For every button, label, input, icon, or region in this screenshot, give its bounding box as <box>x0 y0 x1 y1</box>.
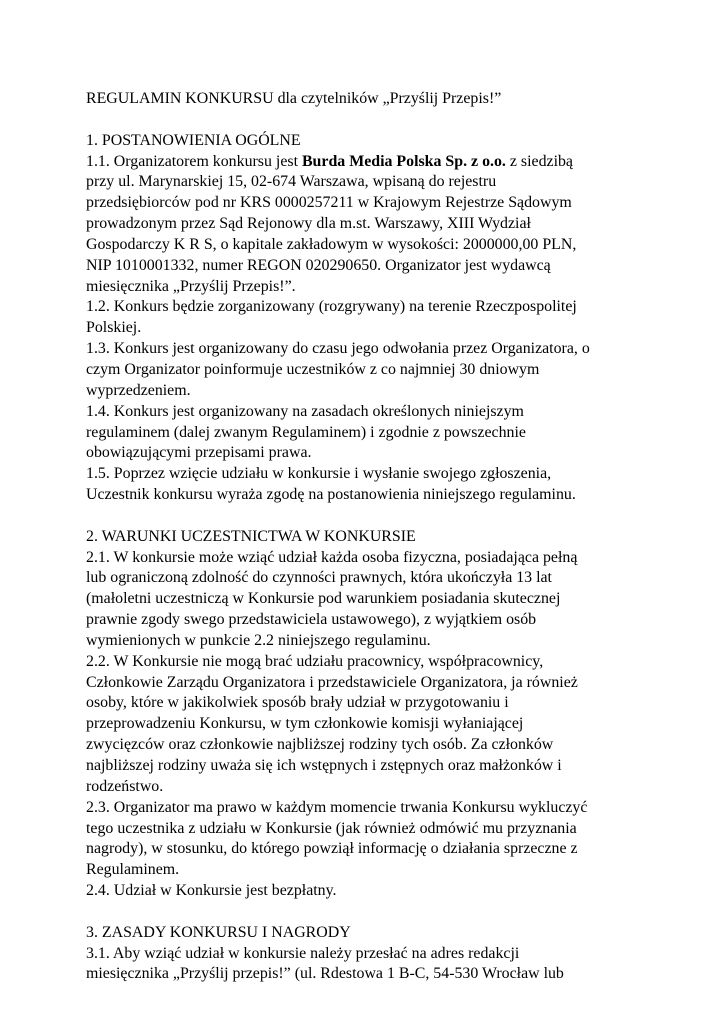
paragraph-line: czym Organizator poinformuje uczestników z co najmniej 30 dniowym <box>86 360 540 378</box>
paragraph-line: przeprowadzeniu Konkursu, w tym członkowie komisji wyłaniającej <box>86 715 524 733</box>
paragraph-line: Członkowie Zarządu Organizatora i przedstawiciele Organizatora, ja również <box>86 673 578 691</box>
paragraph-line: 1.2. Konkurs będzie zorganizowany (rozgrywany) na terenie Rzeczpospolitej <box>86 298 577 316</box>
paragraph-line: miesięcznika „Przyślij przepis!” (ul. Rdestowa 1 B-C, 54-530 Wrocław lub <box>86 965 564 983</box>
blank-line <box>86 506 686 527</box>
paragraph-line: 3.1. Aby wziąć udział w konkursie należy przesłać na adres redakcji <box>86 944 520 962</box>
paragraph-line: najbliższej rodziny uważa się ich wstępnych i zstępnych oraz małżonków i <box>86 757 562 774</box>
paragraph-line: przedsiębiorców pod nr KRS 0000257211 w Krajowym Rejestrze Sądowym <box>86 194 572 212</box>
section-heading: 1. POSTANOWIENIA OGÓLNE <box>86 131 301 149</box>
paragraph-line: 2.2. W Konkursie nie mogą brać udziału pracownicy, współpracownicy, <box>86 652 544 670</box>
paragraph-line: Regulaminem. <box>86 861 180 879</box>
text-run: z siedzibą <box>505 152 573 170</box>
paragraph-line: 1.3. Konkurs jest organizowany do czasu jego odwołania przez Organizatora, o <box>86 340 590 358</box>
document-page <box>86 89 686 985</box>
paragraph-line: nagrody), w stosunku, do którego powziął informację o działania sprzeczne z <box>86 840 578 858</box>
paragraph-line: 1.4. Konkurs jest organizowany na zasadach określonych niniejszym <box>86 402 524 420</box>
paragraph-line: 2.4. Udział w Konkursie jest bezpłatny. <box>86 882 337 900</box>
paragraph-line: osoby, które w jakikolwiek sposób brały udział w przygotowaniu i <box>86 694 509 712</box>
section-heading: 3. ZASADY KONKURSU I NAGRODY <box>86 923 351 941</box>
text-run: 1.1. Organizatorem konkursu jest <box>86 152 302 170</box>
paragraph-line: regulaminem (dalej zwanym Regulaminem) i zgodnie z powszechnie <box>86 423 526 441</box>
blank-line <box>86 902 686 923</box>
paragraph-line: Polskiej. <box>86 319 142 337</box>
paragraph-line: (małoletni uczestniczą w Konkursie pod warunkiem posiadania skutecznej <box>86 590 561 608</box>
paragraph-line: przy ul. Marynarskiej 15, 02-674 Warszawa, wpisaną do rejestru <box>86 173 497 191</box>
document-title: REGULAMIN KONKURSU dla czytelników „Przyślij Przepis!” <box>86 90 502 107</box>
paragraph-line: miesięcznika „Przyślij Przepis!”. <box>86 277 296 295</box>
paragraph-line: Uczestnik konkursu wyraża zgodę na postanowienia niniejszego regulaminu. <box>86 486 576 504</box>
section-heading: 2. WARUNKI UCZESTNICTWA W KONKURSIE <box>86 527 416 545</box>
paragraph-line: wymienionych w punkcie 2.2 niniejszego regulaminu. <box>86 631 431 649</box>
paragraph-line: 1.5. Poprzez wzięcie udziału w konkursie i wysłanie swojego zgłoszenia, <box>86 465 552 483</box>
blank-line <box>86 110 686 131</box>
paragraph-line: prawnie zgody swego przedstawiciela ustawowego), z wyjątkiem osób <box>86 611 537 629</box>
paragraph-line <box>86 152 686 173</box>
paragraph-line: lub ograniczoną zdolność do czynności prawnych, która ukończyła 13 lat <box>86 569 552 587</box>
paragraph-line: 2.3. Organizator ma prawo w każdym momencie trwania Konkursu wykluczyć <box>86 798 588 816</box>
paragraph-line: Gospodarczy K R S, o kapitale zakładowym w wysokości: 2000000,00 PLN, <box>86 235 577 253</box>
paragraph-line: NIP 1010001332, numer REGON 020290650. Organizator jest wydawcą <box>86 256 551 274</box>
paragraph-line: obowiązującymi przepisami prawa. <box>86 444 312 462</box>
paragraph-line: tego uczestnika z udziału w Konkursie (jak również odmówić mu przyznania <box>86 819 577 837</box>
paragraph-line: prowadzonym przez Sąd Rejonowy dla m.st. Warszawy, XIII Wydział <box>86 215 531 233</box>
paragraph-line: rodzeństwo. <box>86 777 164 795</box>
paragraph-line: wyprzedzeniem. <box>86 381 191 399</box>
paragraph-line: 2.1. W konkursie może wziąć udział każda osoba fizyczna, posiadająca pełną <box>86 548 578 566</box>
organizer-name: Burda Media Polska Sp. z o.o. <box>301 152 506 170</box>
paragraph-line: zwycięzców oraz członkowie najbliższej rodziny tych osób. Za członków <box>86 736 554 754</box>
